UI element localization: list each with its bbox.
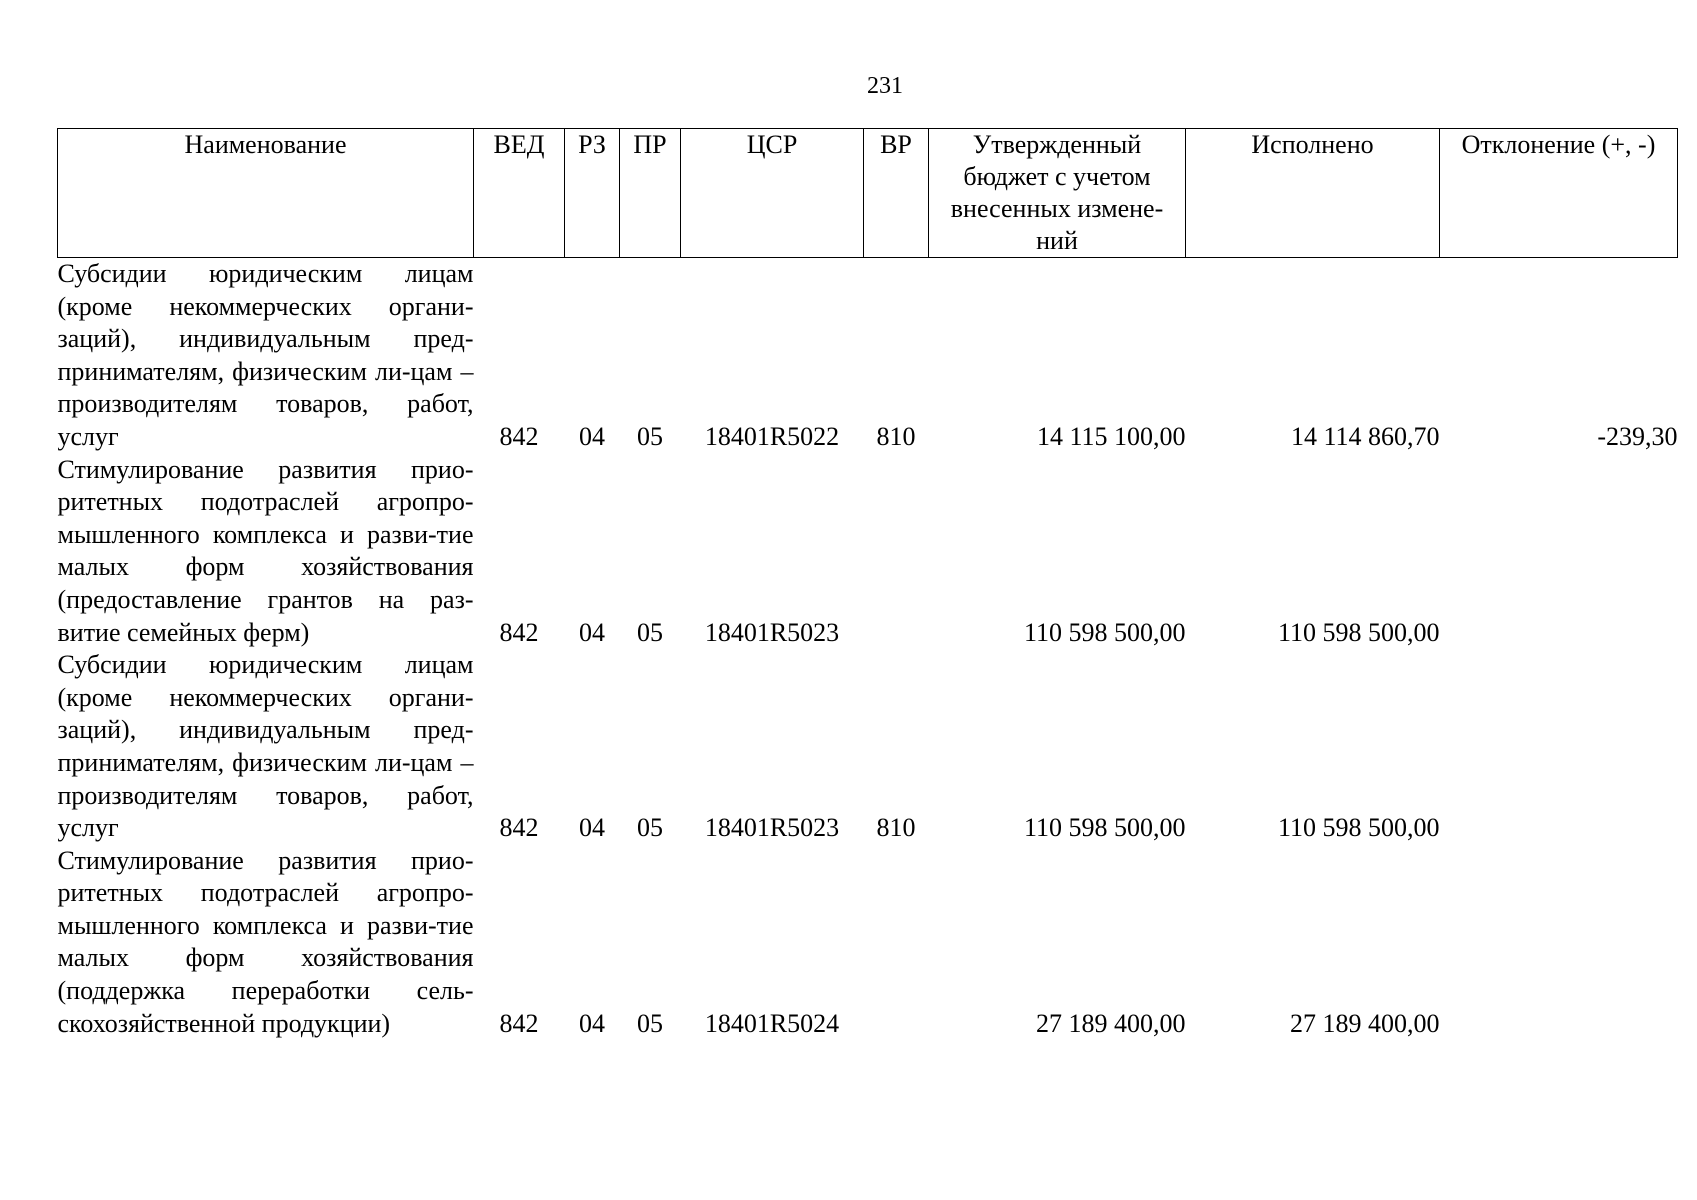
row-csr: 18401R5023 — [704, 813, 840, 843]
row-pr: 05 — [637, 1008, 663, 1038]
row-rz: 04 — [579, 1008, 605, 1038]
header-approved: Утвержденный бюджет с учетом внесенных измене-ний — [929, 129, 1186, 258]
row-pr: 05 — [637, 617, 663, 647]
row-deviation — [1440, 454, 1678, 650]
row-vr — [864, 845, 929, 1041]
row-approved: 27 189 400,00 — [1036, 1008, 1186, 1038]
row-pr: 05 — [637, 421, 663, 451]
row-deviation — [1440, 649, 1678, 845]
row-executed: 110 598 500,00 — [1277, 617, 1440, 647]
row-csr: 18401R5023 — [704, 617, 840, 647]
row-ved: 842 — [499, 1008, 539, 1038]
header-rz: РЗ — [565, 129, 620, 258]
table-row — [58, 454, 1678, 650]
table-body — [58, 258, 1678, 1041]
header-csr: ЦСР — [681, 129, 864, 258]
row-csr: 18401R5024 — [704, 1008, 840, 1038]
row-executed: 110 598 500,00 — [1277, 813, 1440, 843]
row-ved: 842 — [499, 617, 539, 647]
row-name: Субсидии юридическим лицам (кроме некоммерческих органи-заций), индивидуальным пред-принимателям, физическим ли-цам – производителям товаров, работ, услуг — [57, 259, 474, 451]
row-rz: 04 — [579, 813, 605, 843]
row-ved: 842 — [499, 813, 539, 843]
header-name: Наименование — [58, 129, 474, 258]
row-executed: 27 189 400,00 — [1290, 1008, 1440, 1038]
budget-table — [57, 128, 1678, 1040]
row-deviation — [1440, 845, 1678, 1041]
row-vr: 810 — [876, 421, 916, 451]
header-executed: Исполнено — [1186, 129, 1440, 258]
row-rz: 04 — [579, 421, 605, 451]
header-pr: ПР — [620, 129, 681, 258]
row-approved: 110 598 500,00 — [1023, 617, 1186, 647]
row-name: Субсидии юридическим лицам (кроме некоммерческих органи-заций), индивидуальным пред-принимателям, физическим ли-цам – производителям товаров, работ, услуг — [57, 650, 474, 843]
header-vr: ВР — [864, 129, 929, 258]
row-approved: 14 115 100,00 — [1036, 421, 1186, 451]
row-vr — [864, 454, 929, 650]
row-name: Стимулирование развития прио-ритетных подотраслей агропро-мышленного комплекса и разви-тие малых форм хозяйствования (поддержка переработки сель-скохозяйственной продукции) — [57, 845, 474, 1038]
row-pr: 05 — [637, 813, 663, 843]
row-vr: 810 — [876, 813, 916, 843]
table-header — [58, 129, 1678, 258]
row-name: Стимулирование развития прио-ритетных подотраслей агропро-мышленного комплекса и разви-тие малых форм хозяйствования (предоставление грантов на раз-витие семейных ферм) — [57, 454, 474, 647]
row-deviation: -239,30 — [1597, 421, 1678, 451]
page-number: 231 — [867, 73, 903, 99]
table-row — [58, 258, 1678, 454]
table-row — [58, 845, 1678, 1041]
row-ved: 842 — [499, 421, 539, 451]
row-executed: 14 114 860,70 — [1290, 421, 1440, 451]
row-csr: 18401R5022 — [704, 421, 840, 451]
header-ved: ВЕД — [474, 129, 565, 258]
row-rz: 04 — [579, 617, 605, 647]
table-row — [58, 649, 1678, 845]
header-deviation: Отклонение (+, -) — [1440, 129, 1678, 258]
row-approved: 110 598 500,00 — [1023, 813, 1186, 843]
